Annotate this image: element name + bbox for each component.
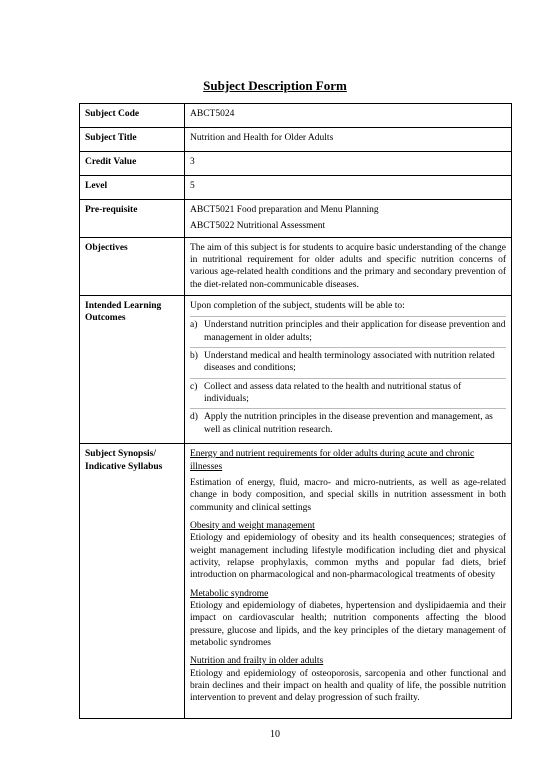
field-value <box>185 296 512 444</box>
ilo-intro: Upon completion of the subject, students will be able to: <box>190 301 405 312</box>
list-text: Understand medical and health terminology associated with nutrition related diseases and conditions; <box>204 351 495 374</box>
list-marker: c) <box>190 381 198 392</box>
topic-body: Etiology and epidemiology of osteoporosis, sarcopenia and other functional and brain declines and their impact on health and quality of life, the possible nutrition intervention to prevent and delay progression of such frailty. <box>190 668 506 704</box>
field-value: 3 <box>185 152 512 176</box>
field-value <box>185 444 512 719</box>
field-label: Intended Learning Outcomes <box>80 296 185 444</box>
list-marker: a) <box>190 320 198 331</box>
field-label: Credit Value <box>80 152 185 176</box>
row-prerequisite <box>80 200 512 238</box>
field-value: ABCT5024 <box>185 104 512 128</box>
row-subject-title <box>80 128 512 152</box>
field-label: Objectives <box>80 237 185 295</box>
field-label: Level <box>80 176 185 200</box>
row-learning-outcomes <box>80 296 512 444</box>
row-credit-value <box>80 152 512 176</box>
list-marker: b) <box>190 351 198 362</box>
list-item <box>190 347 506 378</box>
list-marker: d) <box>190 412 198 423</box>
topic-heading: Energy and nutrient requirements for older adults during acute and chronic illnesses <box>190 449 475 472</box>
topic-body: Etiology and epidemiology of obesity and its health consequences; strategies of weight management including lifestyle modification including diet and physical activity, relapse prophylaxis, common myths and popular fad diets, brief introduction on pharmacological and non-pharmacological treatments of obesity <box>190 533 506 581</box>
list-item <box>190 408 506 439</box>
row-level <box>80 176 512 200</box>
topic-body: Etiology and epidemiology of diabetes, hypertension and dyslipidaemia and their impact on cardiovascular health; nutrition components affecting the blood pressure, glucose and lipids, and the key principles of the dietary management of metabolic syndromes <box>190 600 506 648</box>
subject-description-table <box>79 103 512 719</box>
list-item <box>190 378 506 409</box>
row-objectives <box>80 237 512 295</box>
field-value <box>185 200 512 238</box>
prerequisite-item: ABCT5022 Nutritional Assessment <box>190 221 326 232</box>
list-text: Understand nutrition principles and their application for disease prevention and management in older adults; <box>204 320 506 343</box>
row-subject-code <box>80 104 512 128</box>
field-label: Pre-requisite <box>80 200 185 238</box>
ilo-list <box>190 316 506 439</box>
field-label: Subject Synopsis/ Indicative Syllabus <box>80 444 185 719</box>
page-number: 10 <box>270 729 280 740</box>
list-text: Apply the nutrition principles in the disease prevention and management, as well as clinical nutrition research. <box>204 412 493 435</box>
field-value: Nutrition and Health for Older Adults <box>185 128 512 152</box>
field-label: Subject Title <box>80 128 185 152</box>
row-synopsis <box>80 444 512 719</box>
prerequisite-item: ABCT5021 Food preparation and Menu Planning <box>190 205 379 215</box>
page-title: Subject Description Form <box>203 78 347 93</box>
topic-body: Estimation of energy, fluid, macro- and micro-nutrients, as well as age-related change in body composition, and special skills in nutrition assessment in both community and clinical settings <box>190 477 506 513</box>
topic-heading: Metabolic syndrome <box>190 588 269 599</box>
field-value: 5 <box>185 176 512 200</box>
field-value: The aim of this subject is for students to acquire basic understanding of the change in nutritional requirement for older adults and specific nutrition concerns of various age-related health conditions and the primary and secondary prevention of the diet-related non-communicable diseases. <box>185 237 512 295</box>
topic-heading: Obesity and weight management <box>190 520 315 531</box>
list-item <box>190 316 506 347</box>
field-label: Subject Code <box>80 104 185 128</box>
list-text: Collect and assess data related to the health and nutritional status of individuals; <box>204 381 462 405</box>
topic-heading: Nutrition and frailty in older adults <box>190 656 324 667</box>
